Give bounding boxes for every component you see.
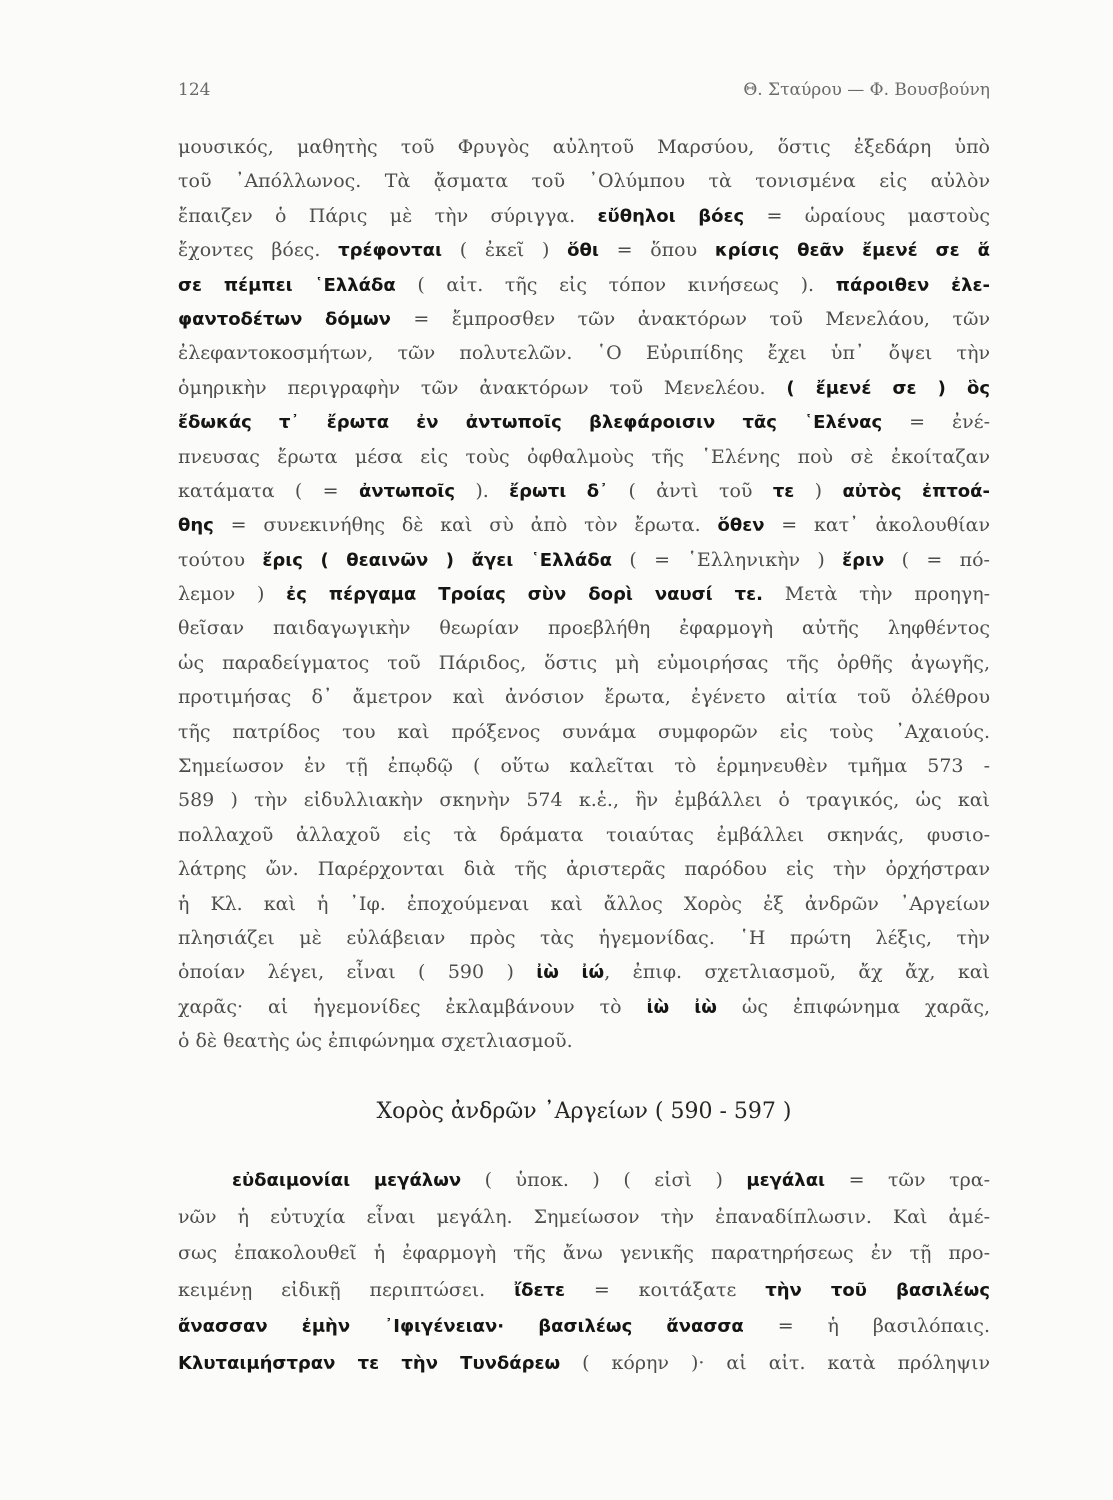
commentary-text: Σημείωσον ἐν τῇ ἐπῳδῷ ( οὕτω καλεῖται τὸ ἑρμηνευθὲν τμῆμα 573 -	[178, 755, 990, 778]
lemma-text: ἔρις ( θεαινῶν ) ἄγει ῾Ελλάδα	[262, 549, 612, 571]
text-line	[178, 1199, 990, 1236]
text-line	[178, 336, 990, 370]
lemma-text: ἔριν	[842, 549, 885, 571]
text-line	[178, 164, 990, 198]
text-line	[178, 887, 990, 921]
page-number: 124	[178, 80, 211, 100]
commentary-text: σως ἐπακολουθεῖ ἡ ἐφαρμογὴ τῆς ἄνω γενικῆς παρατηρήσεως ἐν τῇ προ-	[178, 1242, 990, 1265]
lemma-text: φαντοδέτων δόμων	[178, 308, 391, 330]
text-line	[178, 508, 990, 542]
commentary-text: ὁ δὲ θεατὴς ὡς ἐπιφώνημα σχετλιασμοῦ.	[178, 1030, 573, 1053]
commentary-text: ( κόρην )· αἱ αἰτ. κατὰ πρόληψιν	[560, 1351, 990, 1374]
lemma-text: ( ἔμενέ σε ) ὃς	[786, 377, 990, 399]
commentary-text: ἡ Κλ. καὶ ἡ ᾿Ιφ. ἐποχούμεναι καὶ ἄλλος Χορὸς ἐξ ἀνδρῶν ᾿Αργείων	[178, 892, 990, 915]
commentary-text: ἔχοντες βόες.	[178, 239, 339, 262]
commentary-text: λάτρης ὤν. Παρέρχονται διὰ τῆς ἀριστερᾶς παρόδου εἰς τὴν ὀρχήστραν	[178, 858, 990, 881]
commentary-text: ὡς παραδείγματος τοῦ Πάριδος, ὅστις μὴ εὐμοιρήσας τῆς ὀρθῆς ἀγωγῆς,	[178, 651, 990, 674]
lemma-text: ἰὼ ἰὼ	[646, 996, 717, 1018]
text-line	[178, 749, 990, 783]
text-line	[178, 233, 990, 267]
lemma-text: ἄνασσαν ἐμὴν ᾿Ιφιγένειαν· βασιλέως ἄνασσα	[178, 1316, 744, 1338]
text-line	[178, 1308, 990, 1345]
commentary-paragraph	[178, 130, 990, 1059]
lemma-text: μεγάλαι	[746, 1170, 826, 1191]
lemma-text: αὐτὸς ἐπτοά-	[842, 480, 990, 502]
lemma-text: θης	[178, 515, 214, 537]
commentary-text: μουσικός, μαθητὴς τοῦ Φρυγὸς αὐλητοῦ Μαρσύου, ὅστις ἐξεδάρη ὑπὸ	[178, 136, 990, 158]
text-line	[178, 955, 990, 989]
lemma-text: εὔθηλοι βόες	[597, 205, 745, 227]
commentary-text: = ὡραίους μαστοὺς	[744, 204, 990, 227]
text-line	[178, 371, 990, 405]
commentary-text: Μετὰ τὴν προηγη-	[762, 583, 990, 606]
commentary-text: ( ὑποκ. ) ( εἰσὶ )	[461, 1169, 747, 1191]
text-line	[178, 852, 990, 886]
commentary-text: ( ἐκεῖ )	[442, 239, 568, 262]
text-line	[178, 474, 990, 508]
text-line	[178, 921, 990, 955]
lemma-text: τρέφονται	[338, 240, 443, 262]
lemma-text: ἐς πέργαμα Τροίας σὺν δορὶ ναυσί τε.	[286, 584, 763, 606]
commentary-text: πνευσας ἔρωτα μέσα εἰς τοὺς ὀφθαλμοὺς τῆς ῾Ελένης ποὺ σὲ ἐκοίταζαν	[178, 445, 990, 468]
commentary-text: προτιμήσας δ᾽ ἄμετρον καὶ ἀνόσιον ἔρωτα, ἐγένετο αἰτία τοῦ ὀλέθρου	[178, 686, 990, 709]
commentary-text: ).	[455, 479, 510, 502]
commentary-text: πλησιάζει μὲ εὐλάβειαν πρὸς τὰς ἡγεμονίδας. ῾Η πρώτη λέξις, τὴν	[178, 926, 990, 949]
text-line	[178, 990, 990, 1024]
lemma-text: πάροιθεν ἐλε-	[835, 274, 990, 296]
text-line	[178, 1235, 990, 1272]
lemma-text: τε	[772, 480, 795, 502]
text-line	[178, 440, 990, 474]
commentary-text: = ὅπου	[598, 239, 715, 262]
commentary-text: τῆς πατρίδος του καὶ πρόξενος συνάμα συμφορῶν εἰς τοὺς ᾿Αχαιούς.	[178, 720, 990, 743]
text-line	[178, 680, 990, 714]
commentary-text: τοῦ ᾿Απόλλωνος. Τὰ ᾄσματα τοῦ ᾿Ολύμπου τὰ τονισμένα εἰς αὐλὸν	[178, 170, 990, 193]
commentary-text: = ἡ βασιλόπαις.	[743, 1315, 990, 1338]
text-line	[178, 1272, 990, 1309]
text-line	[178, 646, 990, 680]
text-line	[178, 1162, 990, 1199]
text-line	[178, 302, 990, 336]
text-line	[178, 1024, 990, 1058]
lemma-text: ὅθι	[567, 240, 599, 262]
lemma-text: ἔδωκάς τ᾽ ἔρωτα ἐν ἀντωποῖς βλεφάροισιν τᾶς ῾Ελένας	[178, 412, 883, 434]
commentary-text: ( ἀντὶ τοῦ	[608, 479, 773, 502]
commentary-text: ( = ῾Ελληνικὴν )	[612, 548, 843, 571]
lemma-text: ἰὼ ἰώ	[536, 962, 605, 984]
running-head	[178, 78, 990, 102]
text-line	[178, 130, 990, 164]
lemma-text: ἴδετε	[514, 1279, 565, 1301]
commentary-text: = κατ᾽ ἀκολουθίαν	[764, 514, 990, 537]
commentary-text: ὁποίαν λέγει, εἶναι ( 590 )	[178, 961, 537, 984]
text-line	[178, 577, 990, 611]
commentary-text: ἔπαιζεν ὁ Πάρις μὲ τὴν σύριγγα.	[178, 204, 598, 227]
commentary-text: 589 ) τὴν εἰδυλλιακὴν σκηνὴν 574 κ.ἑ., ἣν ἐμβάλλει ὁ τραγικός, ὡς καὶ	[178, 789, 990, 812]
text-line	[178, 818, 990, 852]
lemma-text: κρίσις θεᾶν ἔμενέ σε ἅ	[714, 240, 990, 262]
commentary-text: κατάματα ( =	[178, 479, 359, 502]
lemma-text: ὅθεν	[717, 515, 765, 537]
text-line	[178, 715, 990, 749]
text-line	[178, 199, 990, 233]
lemma-text: ἔρωτι δ᾽	[509, 480, 609, 502]
text-line	[178, 1345, 990, 1382]
running-title: Θ. Σταύρου — Φ. Βουσβούνη	[743, 80, 990, 100]
commentary-text: = τῶν τρα-	[825, 1169, 990, 1191]
commentary-text: ( αἰτ. τῆς εἰς τόπον κινήσεως ).	[395, 273, 836, 296]
lemma-text: ἀντωποῖς	[358, 480, 455, 502]
text-line	[178, 543, 990, 577]
commentary-text: = κοιτάξατε	[564, 1278, 766, 1301]
commentary-text: )	[794, 479, 843, 502]
commentary-text: , ἐπιφ. σχετλιασμοῦ, ἄχ ἄχ, καὶ	[604, 961, 990, 984]
commentary-paragraph	[178, 1162, 990, 1382]
commentary-text: = ἔμπροσθεν τῶν ἀνακτόρων τοῦ Μενελάου, τῶν	[390, 307, 990, 330]
commentary-text: κειμένῃ εἰδικῇ περιπτώσει.	[178, 1278, 515, 1301]
commentary-text: ὁμηρικὴν περιγραφὴν τῶν ἀνακτόρων τοῦ Μενελέου.	[178, 376, 787, 399]
lemma-text: εὐδαιμονίαι μεγάλων	[232, 1170, 462, 1191]
lemma-text: σε πέμπει ῾Ελλάδα	[178, 274, 396, 296]
section-heading: Χορὸς ἀνδρῶν ᾿Αργείων ( 590 - 597 )	[376, 1099, 792, 1124]
text-line	[178, 268, 990, 302]
lemma-text: Κλυταιμήστραν τε τὴν Τυνδάρεω	[178, 1352, 561, 1374]
text-line	[178, 611, 990, 645]
commentary-text: χαρᾶς· αἱ ἡγεμονίδες ἐκλαμβάνουν τὸ	[178, 995, 647, 1018]
commentary-text: πολλαχοῦ ἀλλαχοῦ εἰς τὰ δράματα τοιαύτας ἐμβάλλει σκηνάς, φυσιο-	[178, 823, 990, 846]
text-line	[178, 783, 990, 817]
commentary-text: θεῖσαν παιδαγωγικὴν θεωρίαν προεβλήθη ἐφαρμογὴ αὐτῆς ληφθέντος	[178, 617, 990, 640]
commentary-text: ἐλεφαντοκοσμήτων, τῶν πολυτελῶν. ῾Ο Εὐριπίδης ἔχει ὑπ᾽ ὄψει τὴν	[178, 342, 990, 365]
lemma-text: τὴν τοῦ βασιλέως	[765, 1279, 990, 1301]
text-line	[178, 405, 990, 439]
commentary-text: ὡς ἐπιφώνημα χαρᾶς,	[716, 995, 990, 1018]
commentary-text: τούτου	[178, 548, 263, 571]
commentary-text: = συνεκινήθης δὲ καὶ σὺ ἀπὸ τὸν ἔρωτα.	[213, 514, 718, 537]
commentary-text: νῶν ἡ εὐτυχία εἶναι μεγάλη. Σημείωσον τὴν ἐπαναδίπλωσιν. Καὶ ἀμέ-	[178, 1205, 990, 1228]
commentary-text: λεμον )	[178, 583, 287, 606]
commentary-text: = ἐνέ-	[882, 411, 990, 434]
commentary-text: ( = πό-	[884, 548, 990, 571]
